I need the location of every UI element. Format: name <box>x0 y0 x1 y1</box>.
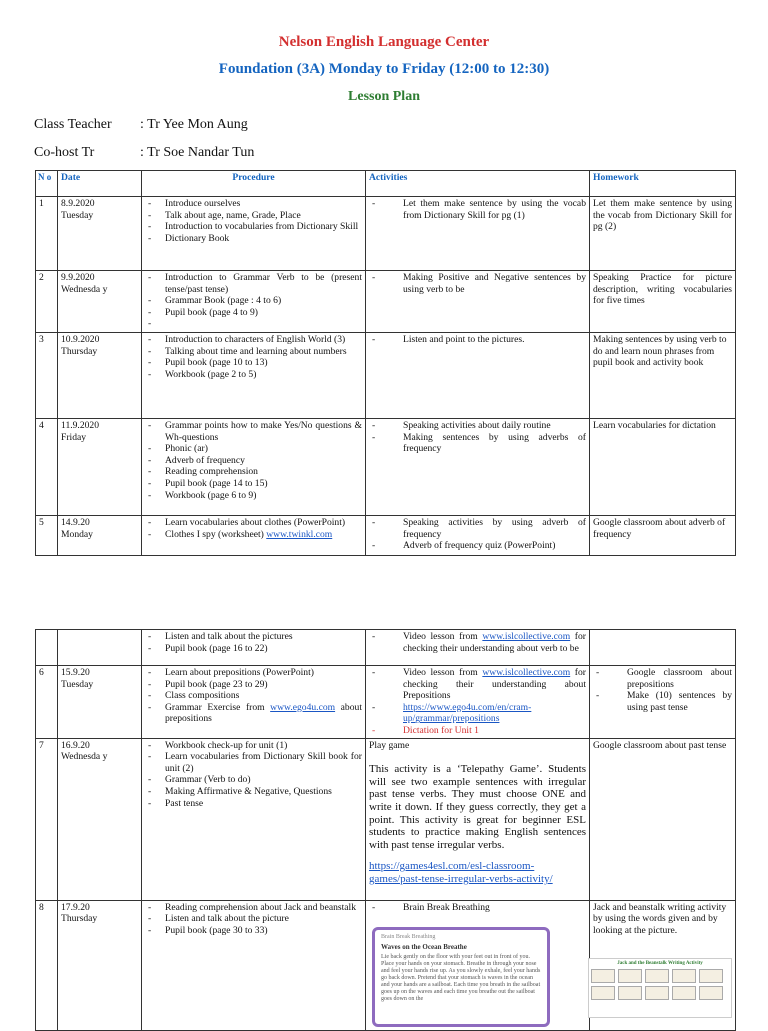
day-text: Wednesda y <box>61 283 108 295</box>
ego4u-link[interactable]: www.ego4u.com <box>270 701 336 713</box>
twinkl-link[interactable]: www.twinkl.com <box>266 528 333 540</box>
list-item: - Let them make sentence by using the vocab from Dictionary Skill for pg (1) <box>369 198 586 221</box>
picture-icon <box>591 969 615 983</box>
list-item <box>369 667 586 702</box>
activities-cell <box>366 197 590 271</box>
homework-cell: Google classroom about adverb of frequency <box>590 516 736 556</box>
procedure-cell <box>142 630 366 666</box>
cohost-value: : Tr Soe Nandar Tun <box>140 145 255 160</box>
islcollective-link[interactable]: www.islcollective.com <box>482 631 571 642</box>
picture-icon <box>645 969 669 983</box>
play-game-description: This activity is a ‘Telepathy Game’. Students will see two example sentences with irregular past tense verbs. They must choose ONE and write it down. If they guess correctly, they get a point. This activity is great for beginner ESL students to practice making English sentences with past tense irregular verbs. <box>369 763 586 851</box>
header-activities: Activities <box>366 171 590 197</box>
picture-icon <box>618 986 642 1000</box>
homework-cell: Jack and beanstalk writing activity by using the words given and by looking at the picture. <box>590 900 736 1030</box>
list-item-text: about prepositions <box>165 701 362 725</box>
homework-cell: Speaking Practice for picture description, writing vocabularies for five times <box>590 271 736 333</box>
list-item: - Past tense <box>145 798 362 810</box>
islcollective-link[interactable]: www.islcollective.com <box>482 667 571 678</box>
day-text: Thursday <box>61 913 98 925</box>
day-text: Monday <box>61 528 93 540</box>
day-text: Friday <box>61 431 87 443</box>
procedure-cell <box>142 333 366 419</box>
list-item: - Class compositions <box>145 690 362 702</box>
date-text: 10.9.2020 <box>61 334 100 345</box>
list-item <box>145 702 362 725</box>
activities-cell <box>366 271 590 333</box>
header-no: N o <box>36 171 58 197</box>
brain-break-title: Waves on the Ocean Breathe <box>381 943 467 951</box>
list-item: - Pupil book (page 14 to 15) <box>145 478 362 490</box>
day-text: Tuesday <box>61 209 94 221</box>
list-item: - Learn vocabularies about clothes (PowerPoint) <box>145 517 362 529</box>
games4esl-link[interactable]: https://games4esl.com/esl-classroom-games/past-tense-irregular-verbs-activity/ <box>369 860 553 885</box>
list-item: - Learn vocabularies from Dictionary Skill book for unit (2) <box>145 751 362 774</box>
list-item: - Introduction to characters of English World (3) <box>145 334 362 346</box>
row-date <box>58 738 142 900</box>
procedure-cell <box>142 271 366 333</box>
list-item <box>369 631 586 654</box>
procedure-cell <box>142 197 366 271</box>
list-item: - Grammar points how to make Yes/No questions & Wh-questions <box>145 420 362 443</box>
homework-cell <box>590 666 736 739</box>
list-item: - Introduce ourselves <box>145 198 362 210</box>
procedure-cell <box>142 419 366 516</box>
row-date <box>58 900 142 1030</box>
center-title: Nelson English Language Center <box>278 34 490 50</box>
list-item: - Workbook (page 6 to 9) <box>145 490 362 502</box>
list-item: - Make (10) sentences by using past tense <box>593 690 732 713</box>
table-row <box>36 666 736 739</box>
row-date <box>58 666 142 739</box>
jack-beanstalk-worksheet-image <box>588 958 732 1018</box>
activities-cell <box>366 630 590 666</box>
table-row <box>36 630 736 666</box>
list-item: - Adverb of frequency <box>145 455 362 467</box>
list-item <box>369 702 586 725</box>
class-teacher-value: : Tr Yee Mon Aung <box>140 117 248 132</box>
row-number: 5 <box>36 516 58 556</box>
date-text: 8.9.2020 <box>61 198 95 209</box>
list-item: - Listen and talk about the pictures <box>145 631 362 643</box>
ego4u-prepositions-link[interactable]: https://www.ego4u.com/en/cram-up/grammar/prepositions <box>403 701 532 725</box>
list-item: - Learn about prepositions (PowerPoint) <box>145 667 362 679</box>
picture-icon <box>645 986 669 1000</box>
picture-icon <box>591 986 615 1000</box>
list-item-text: for checking their understanding about verb to be <box>403 631 586 654</box>
brain-break-header: Brain Break Breathing <box>381 934 436 940</box>
row-date <box>58 419 142 516</box>
date-text: 11.9.2020 <box>61 420 100 431</box>
date-text: 17.9.20 <box>61 901 90 913</box>
table-row <box>36 516 736 556</box>
row-number: 8 <box>36 900 58 1030</box>
homework-cell <box>590 630 736 666</box>
picture-icon <box>672 969 696 983</box>
list-item: - Pupil book (page 16 to 22) <box>145 643 362 655</box>
brain-break-text: Lie back gently on the floor with your feet out in front of you. Place your hands on your stomach. Breathe in through your nose and feel your hands rise up. As you slowly exhale, feel your hands go back down. Pretend that your stomach is waves in the ocean and your hands are a sailboat. Each time you breath in the sailboat goes up on the waves and each time you breathe out the sailboat goes down on the <box>381 954 541 1002</box>
picture-icon <box>699 986 723 1000</box>
homework-cell: Let them make sentence by using the vocab from Dictionary Skill for pg (2) <box>590 197 736 271</box>
day-text: Thursday <box>61 345 98 357</box>
date-text: 15.9.20 <box>61 667 90 678</box>
cohost-label: Co-host Tr <box>34 145 95 160</box>
worksheet-grid-row <box>591 986 729 1000</box>
procedure-cell <box>142 516 366 556</box>
date-text: 9.9.2020 <box>61 272 95 283</box>
header-homework: Homework <box>590 171 736 197</box>
list-item: - Google classroom about prepositions <box>593 667 732 690</box>
row-date <box>58 516 142 556</box>
list-item: - Reading comprehension about Jack and beanstalk <box>145 902 362 914</box>
homework-cell: Learn vocabularies for dictation <box>590 419 736 516</box>
list-item-text: Grammar Exercise from <box>165 701 271 713</box>
list-item: - Speaking activities about daily routine <box>369 420 586 432</box>
class-teacher-label: Class Teacher <box>34 117 112 132</box>
play-game-title: Play game <box>369 739 410 751</box>
list-item: - Pupil book (page 10 to 13) <box>145 357 362 369</box>
date-text: 14.9.20 <box>61 517 90 528</box>
procedure-cell <box>142 666 366 739</box>
class-teacher-line <box>34 117 248 133</box>
row-number: 6 <box>36 666 58 739</box>
row-date <box>58 271 142 333</box>
list-item: - Workbook (page 2 to 5) <box>145 369 362 381</box>
worksheet-grid-row <box>591 969 729 983</box>
list-item: - Brain Break Breathing <box>369 902 586 914</box>
table-row <box>36 197 736 271</box>
list-item: - Phonic (ar) <box>145 443 362 455</box>
activities-cell <box>366 419 590 516</box>
list-item: - Talking about time and learning about numbers <box>145 346 362 358</box>
date-text: 16.9.20 <box>61 739 90 751</box>
lesson-table-page1 <box>35 170 736 556</box>
list-item: - Pupil book (page 30 to 33) <box>145 925 362 937</box>
header-procedure: Procedure <box>142 171 366 197</box>
list-item: - Making Affirmative & Negative, Questions <box>145 786 362 798</box>
table-row <box>36 333 736 419</box>
list-item-text: Video lesson from <box>403 667 483 678</box>
list-item: - Dictation for Unit 1 <box>369 725 586 737</box>
list-item: - Pupil book (page 23 to 29) <box>145 679 362 691</box>
row-number: 4 <box>36 419 58 516</box>
picture-icon <box>618 969 642 983</box>
cohost-line <box>34 145 254 161</box>
lesson-plan-title: Lesson Plan <box>348 89 420 104</box>
list-item: - Listen and point to the pictures. <box>369 334 586 346</box>
row-date <box>58 333 142 419</box>
activities-cell <box>366 738 590 900</box>
list-item: - Dictionary Book <box>145 233 362 245</box>
activities-cell <box>366 516 590 556</box>
list-item: - Introduction to vocabularies from Dictionary Skill <box>145 221 362 233</box>
activities-cell <box>366 666 590 739</box>
list-item: - Grammar (Verb to do) <box>145 774 362 786</box>
row-number: 1 <box>36 197 58 271</box>
day-text: Wednesda y <box>61 751 108 763</box>
worksheet-title: Jack and the Beanstalk Writing Activity <box>617 961 703 966</box>
list-item: - Speaking activities by using adverb of frequency <box>369 517 586 540</box>
list-item <box>145 529 362 541</box>
brain-break-image <box>372 927 550 1027</box>
row-date <box>58 630 142 666</box>
row-number <box>36 630 58 666</box>
day-text: Tuesday <box>61 678 94 690</box>
row-number: 3 <box>36 333 58 419</box>
picture-icon <box>672 986 696 1000</box>
table-row <box>36 419 736 516</box>
table-row <box>36 738 736 900</box>
list-item: - Reading comprehension <box>145 466 362 478</box>
course-title: Foundation (3A) Monday to Friday (12:00 to 12:30) <box>218 61 550 77</box>
list-item: - Making Positive and Negative sentences by using verb to be <box>369 272 586 295</box>
list-item: - Making sentences by using adverbs of frequency <box>369 432 586 455</box>
header-date: Date <box>58 171 142 197</box>
picture-icon <box>699 969 723 983</box>
list-item-text: Clothes I spy (worksheet) <box>165 528 267 540</box>
table-row <box>36 271 736 333</box>
list-item: - Talk about age, name, Grade, Place <box>145 210 362 222</box>
list-item: - Pupil book (page 4 to 9) <box>145 307 362 319</box>
list-item-text: Video lesson from <box>403 631 483 642</box>
procedure-cell <box>142 900 366 1030</box>
homework-cell: Google classroom about past tense <box>590 738 736 900</box>
procedure-cell <box>142 738 366 900</box>
list-item-text: for checking their understanding about Prepositions <box>403 667 586 702</box>
row-number: 7 <box>36 738 58 900</box>
row-number: 2 <box>36 271 58 333</box>
activities-cell <box>366 333 590 419</box>
row-date <box>58 197 142 271</box>
list-item: - Workbook check-up for unit (1) <box>145 740 362 752</box>
list-item: - Introduction to Grammar Verb to be (present tense/past tense) <box>145 272 362 295</box>
list-item: - Grammar Book (page : 4 to 6) <box>145 295 362 307</box>
homework-cell: Making sentences by using verb to do and learn noun phrases from pupil book and activity book <box>590 333 736 419</box>
list-item: - Listen and talk about the picture <box>145 913 362 925</box>
list-item: - Adverb of frequency quiz (PowerPoint) <box>369 540 586 552</box>
